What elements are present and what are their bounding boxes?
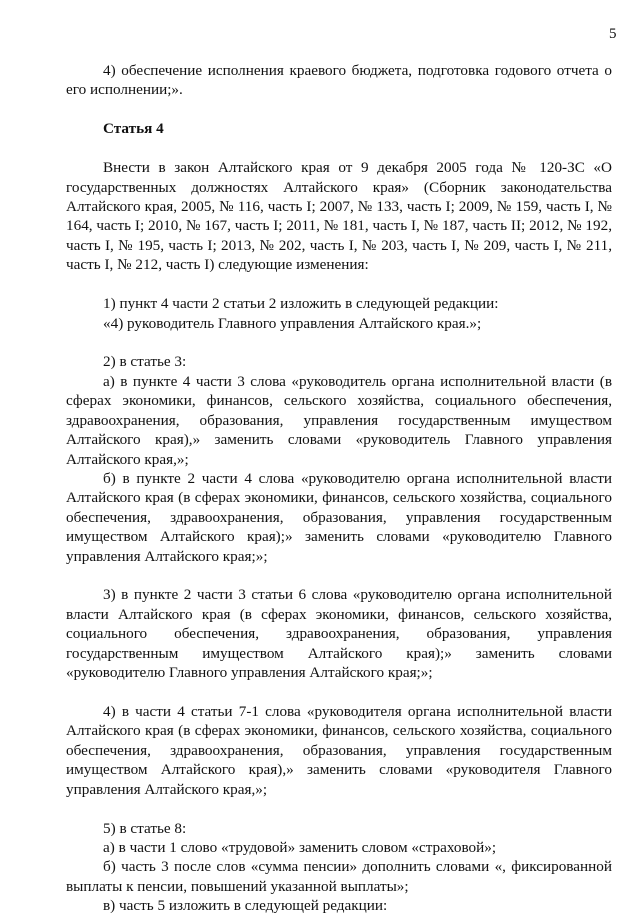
item-1-quote: «4) руководитель Главного управления Алтайского края.»; [103, 314, 482, 332]
item-3: 3) в пункте 2 части 3 статьи 6 слова «руководителю органа исполнительной власти Алтайского края (в сферах экономики, финансов, сельского хозяйства, социального обеспечения, здравоохранения, образования, управления государственным имуществом Алтайского края);» заменить словами «руководителю Главного управления Алтайского края;»; [66, 586, 612, 682]
item-5-heading: 5) в статье 8: [103, 819, 187, 837]
paragraph-intro: Внести в закон Алтайского края от 9 декабря 2005 года № 120-ЗС «О государственных должностях Алтайского края» (Сборник законодательства Алтайского края, 2005, № 116, часть I; 2007, № 133, часть I; 2009, № 159, часть I, № 164, часть I; 2010, № 167, часть I; 2011, № 181, часть I, № 187, часть II; 2012, № 192, часть I, № 195, часть I; 2013, № 202, часть I, № 203, часть I, № 209, часть I, № 211, часть I, № 212, часть I) следующие изменения: [66, 159, 612, 274]
item-1-text: 1) пункт 4 части 2 статьи 2 изложить в следующей редакции: [103, 295, 499, 313]
item-5-c: в) часть 5 изложить в следующей редакции: [103, 897, 388, 915]
paragraph-budget-item: 4) обеспечение исполнения краевого бюджета, подготовка годового отчета о его исполнении;». [66, 62, 612, 99]
item-5-b: б) часть 3 после слов «сумма пенсии» дополнить словами «, фиксированной выплаты к пенсии, повышений указанной выплаты»; [66, 858, 612, 895]
article-heading: Статья 4 [103, 120, 164, 138]
item-4: 4) в части 4 статьи 7-1 слова «руководителя органа исполнительной власти Алтайского края (в сферах экономики, финансов, сельского хозяйства, социального обеспечения, здравоохранения, образования, управления государственным имуществом Алтайского края),» заменить словами «руководителя Главного управления Алтайского края,»; [66, 702, 612, 798]
page-number: 5 [609, 26, 617, 42]
item-2-b: б) в пункте 2 части 4 слова «руководителю органа исполнительной власти Алтайского края (в сферах экономики, финансов, сельского хозяйства, социального обеспечения, здравоохранения, образования, управления государственным имуществом Алтайского края);» заменить словами «руководителю Главного управления Алтайского края;»; [66, 469, 612, 565]
document-body [66, 61, 612, 916]
item-2-a: а) в пункте 4 части 3 слова «руководитель органа исполнительной власти (в сферах экономики, финансов, сельского хозяйства, социального обеспечения, здравоохранения, образования, управления государственным имуществом Алтайского края),» заменить словами «руководитель Главного управления Алтайского края,»; [66, 372, 612, 468]
item-5-a: а) в части 1 слово «трудовой» заменить словом «страховой»; [103, 838, 497, 856]
item-2-heading: 2) в статье 3: [103, 353, 187, 371]
